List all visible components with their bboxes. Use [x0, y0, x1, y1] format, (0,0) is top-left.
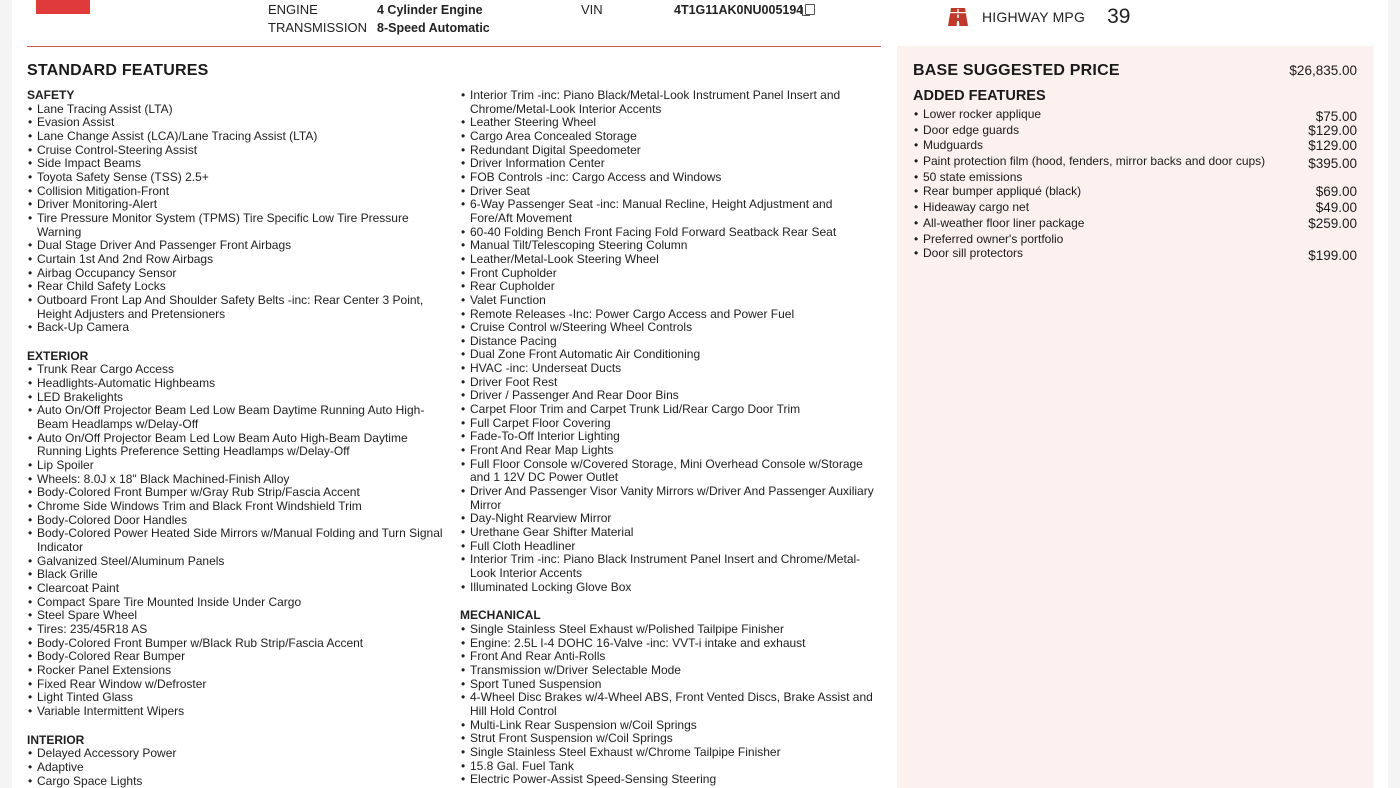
added-feature-name: • Door sill protectors	[923, 246, 1024, 260]
feature-item: • Fade-To-Off Interior Lighting	[460, 430, 878, 444]
feature-item: • Steel Spare Wheel	[27, 609, 447, 623]
feature-item: • Full Carpet Floor Covering	[460, 417, 878, 431]
feature-item: • Trunk Rear Cargo Access	[27, 363, 447, 377]
feature-item: • Toyota Safety Sense (TSS) 2.5+	[27, 171, 447, 185]
added-feature-name: • Mudguards	[923, 138, 984, 152]
feature-item: • Driver / Passenger And Rear Door Bins	[460, 389, 878, 403]
feature-item: • Front Cupholder	[460, 267, 878, 281]
interior-list	[27, 747, 447, 788]
added-feature-row	[913, 107, 1357, 124]
added-feature-price: $259.00	[1308, 216, 1357, 231]
feature-item: • Lane Change Assist (LCA)/Lane Tracing Assist (LTA)	[27, 130, 447, 144]
feature-item: • Cruise Control-Steering Assist	[27, 144, 447, 158]
feature-item: • Dual Stage Driver And Passenger Front Airbags	[27, 239, 447, 253]
feature-item: • Wheels: 8.0J x 18" Black Machined-Finish Alloy	[27, 473, 447, 487]
feature-item: • Driver Foot Rest	[460, 376, 878, 390]
category-safety: SAFETY	[27, 88, 75, 102]
added-feature-row	[913, 170, 1357, 184]
feature-item: • Interior Trim -inc: Piano Black Instrument Panel Insert and Chrome/Metal-Look Interior Accents	[460, 553, 878, 580]
feature-item: • Strut Front Suspension w/Coil Springs	[460, 732, 878, 746]
feature-item: • Day-Night Rearview Mirror	[460, 512, 878, 526]
header-divider	[27, 46, 881, 47]
feature-item: • Clearcoat Paint	[27, 582, 447, 596]
engine-label: ENGINE	[268, 2, 318, 17]
feature-item: • Manual Tilt/Telescoping Steering Column	[460, 239, 878, 253]
feature-item: • Rocker Panel Extensions	[27, 664, 447, 678]
added-feature-row	[913, 154, 1357, 171]
feature-item: • Compact Spare Tire Mounted Inside Under Cargo	[27, 596, 447, 610]
feature-item: • Transmission w/Driver Selectable Mode	[460, 664, 878, 678]
feature-item: • Single Stainless Steel Exhaust w/Chrome Tailpipe Finisher	[460, 746, 878, 760]
features-column-left	[27, 89, 447, 788]
feature-item: • Body-Colored Front Bumper w/Black Rub Strip/Fascia Accent	[27, 637, 447, 651]
feature-item: • Fixed Rear Window w/Defroster	[27, 678, 447, 692]
added-features-title: ADDED FEATURES	[913, 88, 1046, 104]
feature-item: • Side Impact Beams	[27, 157, 447, 171]
added-feature-price: $395.00	[1308, 156, 1357, 171]
feature-item: • Body-Colored Door Handles	[27, 514, 447, 528]
pricing-panel	[897, 46, 1373, 788]
transmission-value: 8-Speed Automatic	[377, 21, 490, 35]
interior-list-continued	[460, 89, 878, 594]
feature-item: • Redundant Digital Speedometer	[460, 144, 878, 158]
added-feature-price: $49.00	[1315, 200, 1357, 215]
added-feature-name: • All-weather floor liner package	[923, 216, 1085, 230]
feature-item: • Collision Mitigation-Front	[27, 185, 447, 199]
feature-item: • 6-Way Passenger Seat -inc: Manual Recline, Height Adjustment and Fore/Aft Movement	[460, 198, 878, 225]
mpg-label: HIGHWAY MPG	[982, 9, 1086, 25]
feature-item: • Evasion Assist	[27, 116, 447, 130]
feature-item: • Rear Cupholder	[460, 280, 878, 294]
feature-item: • Airbag Occupancy Sensor	[27, 267, 447, 281]
feature-item: • Valet Function	[460, 294, 878, 308]
feature-item: • Illuminated Locking Glove Box	[460, 581, 878, 595]
feature-item: • Electric Power-Assist Speed-Sensing Steering	[460, 773, 878, 787]
added-feature-price: $75.00	[1315, 109, 1357, 124]
feature-item: • Sport Tuned Suspension	[460, 678, 878, 692]
base-price-label: BASE SUGGESTED PRICE	[913, 62, 1120, 79]
feature-item: • Body-Colored Rear Bumper	[27, 650, 447, 664]
added-feature-name: • Preferred owner's portfolio	[923, 232, 1064, 246]
feature-item: • Cargo Space Lights	[27, 775, 447, 788]
transmission-label: TRANSMISSION	[268, 20, 367, 35]
feature-item: • Lane Tracing Assist (LTA)	[27, 103, 447, 117]
feature-item: • Light Tinted Glass	[27, 691, 447, 705]
feature-item: • Tire Pressure Monitor System (TPMS) Tire Specific Low Tire Pressure Warning	[27, 212, 447, 239]
added-feature-name: • Paint protection film (hood, fenders, mirror backs and door cups)	[923, 154, 1266, 168]
feature-item: • Outboard Front Lap And Shoulder Safety Belts -inc: Rear Center 3 Point, Height Adjusters and Pretensioners	[27, 294, 447, 321]
feature-item: • Full Cloth Headliner	[460, 540, 878, 554]
feature-item: • Urethane Gear Shifter Material	[460, 526, 878, 540]
category-interior: INTERIOR	[27, 732, 85, 747]
added-feature-name: • Hideaway cargo net	[923, 200, 1030, 214]
added-feature-price	[1297, 170, 1357, 184]
feature-item: • FOB Controls -inc: Cargo Access and Windows	[460, 171, 878, 185]
added-feature-row	[913, 246, 1357, 263]
feature-item: • Back-Up Camera	[27, 321, 447, 335]
added-feature-price: $69.00	[1315, 184, 1357, 199]
feature-item: • Leather/Metal-Look Steering Wheel	[460, 253, 878, 267]
vin-value: 4T1G11AK0NU005194	[674, 3, 804, 17]
feature-item: • Auto On/Off Projector Beam Led Low Beam Daytime Running Auto High-Beam Headlamps w/Delay-Off	[27, 404, 447, 431]
exterior-list	[27, 363, 447, 718]
added-feature-price: $129.00	[1308, 123, 1357, 138]
feature-item: • 15.8 Gal. Fuel Tank	[460, 760, 878, 774]
feature-item: • Driver Information Center	[460, 157, 878, 171]
feature-item: • Galvanized Steel/Aluminum Panels	[27, 555, 447, 569]
feature-item: • Driver Seat	[460, 185, 878, 199]
feature-item: • Rear Child Safety Locks	[27, 280, 447, 294]
feature-item: • Delayed Accessory Power	[27, 747, 447, 761]
feature-item: • Cruise Control w/Steering Wheel Controls	[460, 321, 878, 335]
vin-field	[674, 3, 815, 17]
feature-item: • 4-Wheel Disc Brakes w/4-Wheel ABS, Front Vented Discs, Brake Assist and Hill Hold Control	[460, 691, 878, 718]
feature-item: • Black Grille	[27, 568, 447, 582]
category-exterior: EXTERIOR	[27, 348, 89, 363]
feature-item: • 60-40 Folding Bench Front Facing Fold Forward Seatback Rear Seat	[460, 226, 878, 240]
added-feature-name: • 50 state emissions	[923, 170, 1023, 184]
added-feature-name: • Door edge guards	[923, 123, 1020, 137]
highway-mpg	[948, 4, 1130, 30]
added-feature-price: $129.00	[1308, 138, 1357, 153]
feature-item: • LED Brakelights	[27, 391, 447, 405]
added-feature-price	[1297, 232, 1357, 246]
added-feature-price: $199.00	[1308, 248, 1357, 263]
feature-item: • Auto On/Off Projector Beam Led Low Beam Auto High-Beam Daytime Running Lights Preference Setting Headlamps w/Delay-Off	[27, 432, 447, 459]
feature-item: • Tires: 235/45R18 AS	[27, 623, 447, 637]
feature-item: • Chrome Side Windows Trim and Black Front Windshield Trim	[27, 500, 447, 514]
engine-value: 4 Cylinder Engine	[377, 3, 483, 17]
vin-label: VIN	[581, 2, 603, 17]
added-feature-name: • Rear bumper appliqué (black)	[923, 184, 1082, 198]
added-feature-row	[913, 232, 1357, 246]
feature-item: • Curtain 1st And 2nd Row Airbags	[27, 253, 447, 267]
brand-logo	[36, 0, 90, 14]
feature-item: • Full Floor Console w/Covered Storage, Mini Overhead Console w/Storage and 1 12V DC Power Outlet	[460, 458, 878, 485]
feature-item: • Single Stainless Steel Exhaust w/Polished Tailpipe Finisher	[460, 623, 878, 637]
feature-item: • Distance Pacing	[460, 335, 878, 349]
feature-item: • Engine: 2.5L I-4 DOHC 16-Valve -inc: VVT-i intake and exhaust	[460, 637, 878, 651]
added-features-list	[913, 107, 1357, 267]
copy-icon[interactable]	[805, 4, 815, 15]
feature-item: • Driver And Passenger Visor Vanity Mirrors w/Driver And Passenger Auxiliary Mirror	[460, 485, 878, 512]
feature-item: • Body-Colored Power Heated Side Mirrors w/Manual Folding and Turn Signal Indicator	[27, 527, 447, 554]
feature-item: • Remote Releases -Inc: Power Cargo Access and Power Fuel	[460, 308, 878, 322]
added-feature-row	[913, 123, 1357, 138]
feature-item: • Front And Rear Anti-Rolls	[460, 650, 878, 664]
feature-item: • Cargo Area Concealed Storage	[460, 130, 878, 144]
feature-item: • Front And Rear Map Lights	[460, 444, 878, 458]
feature-item: • Dual Zone Front Automatic Air Conditioning	[460, 348, 878, 362]
feature-item: • Body-Colored Front Bumper w/Gray Rub Strip/Fascia Accent	[27, 486, 447, 500]
feature-item: • Leather Steering Wheel	[460, 116, 878, 130]
feature-item: • Interior Trim -inc: Piano Black/Metal-Look Instrument Panel Insert and Chrome/Metal-Look Interior Accents	[460, 89, 878, 116]
category-mechanical: MECHANICAL	[460, 608, 541, 623]
added-feature-name: • Lower rocker applique	[923, 107, 1042, 121]
safety-list	[27, 103, 447, 335]
mpg-value: 39	[1107, 5, 1131, 28]
feature-item: • Headlights-Automatic Highbeams	[27, 377, 447, 391]
standard-features-title: STANDARD FEATURES	[27, 62, 209, 79]
added-feature-row	[913, 200, 1357, 215]
added-feature-row	[913, 138, 1357, 153]
feature-item: • Variable Intermittent Wipers	[27, 705, 447, 719]
mechanical-list	[460, 623, 878, 787]
feature-item: • Carpet Floor Trim and Carpet Trunk Lid/Rear Cargo Door Trim	[460, 403, 878, 417]
feature-item: • Adaptive	[27, 761, 447, 775]
added-feature-row	[913, 216, 1357, 231]
feature-item: • Driver Monitoring-Alert	[27, 198, 447, 212]
added-feature-row	[913, 184, 1357, 199]
feature-item: • Lip Spoiler	[27, 459, 447, 473]
highway-road-icon	[948, 7, 968, 27]
features-column-middle	[460, 89, 878, 787]
feature-item: • Multi-Link Rear Suspension w/Coil Springs	[460, 719, 878, 733]
base-price-value: $26,835.00	[1289, 63, 1357, 78]
feature-item: • HVAC -inc: Underseat Ducts	[460, 362, 878, 376]
